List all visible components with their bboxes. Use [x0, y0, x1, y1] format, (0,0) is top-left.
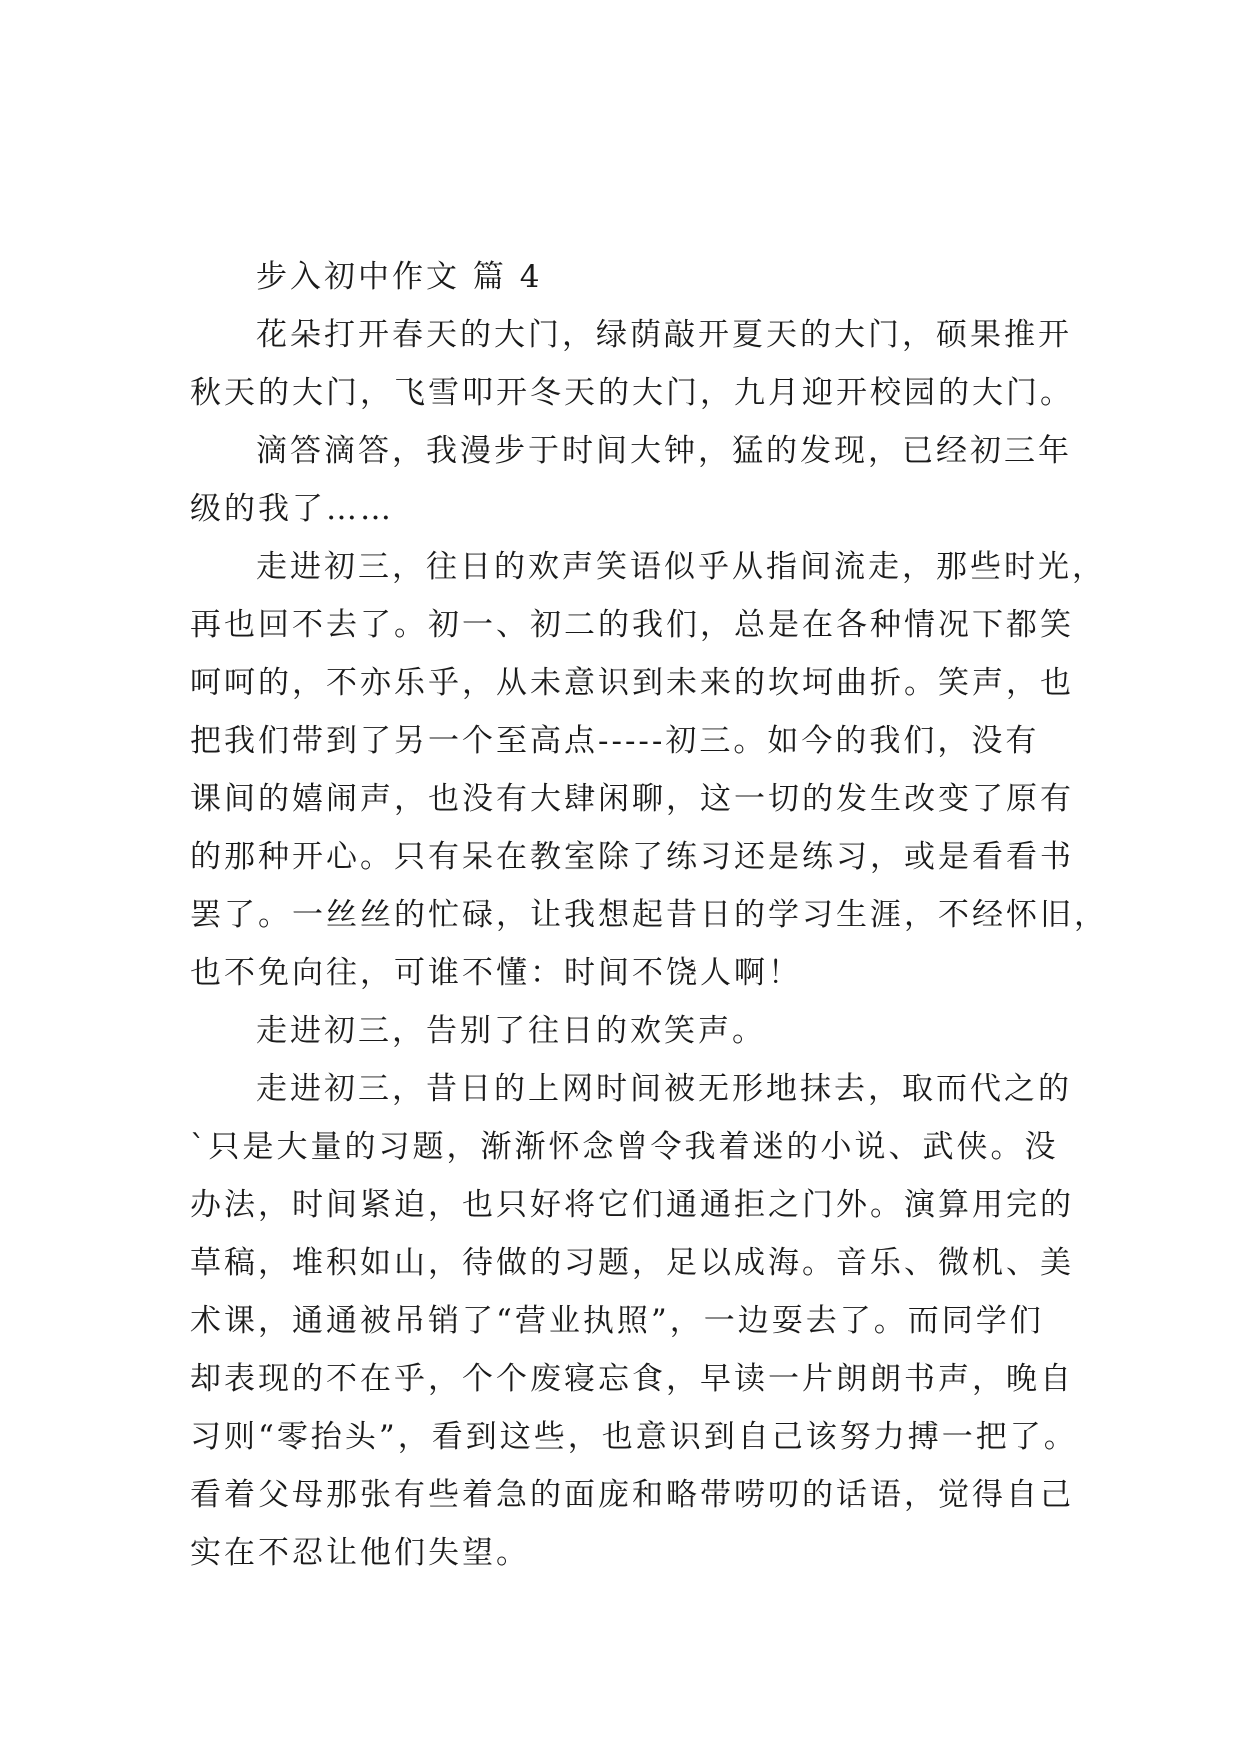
- paragraph-3: [190, 538, 1108, 1002]
- paragraph-line: 级的我了……: [190, 491, 394, 527]
- paragraph-5: [190, 1060, 1078, 1582]
- paragraph-line: 走进初三，昔日的上网时间被无形地抹去，取而代之的: [256, 1071, 1072, 1107]
- paragraph-line: 花朵打开春天的大门，绿荫敲开夏天的大门，硕果推开: [256, 317, 1072, 353]
- paragraph-line: 再也回不去了。初一、初二的我们，总是在各种情况下都笑: [190, 607, 1074, 643]
- paragraph-line: 实在不忍让他们失望。: [190, 1535, 530, 1571]
- paragraph-line: 草稿，堆积如山，待做的习题，足以成海。音乐、微机、美: [190, 1245, 1074, 1281]
- paragraph-line: 呵呵的，不亦乐乎，从未意识到未来的坎坷曲折。笑声，也: [190, 665, 1074, 701]
- essay-body: [190, 248, 1108, 1582]
- paragraph-line: 走进初三，告别了往日的欢笑声。: [256, 1013, 766, 1049]
- essay-title: 步入初中作文 篇 4: [256, 259, 543, 295]
- paragraph-line: 办法，时间紧迫，也只好将它们通通拒之门外。演算用完的: [190, 1187, 1074, 1223]
- paragraph-line: 看着父母那张有些着急的面庞和略带唠叨的话语，觉得自己: [190, 1477, 1074, 1513]
- paragraph-line: 课间的嬉闹声，也没有大肆闲聊，这一切的发生改变了原有: [190, 781, 1074, 817]
- paragraph-4: [190, 1002, 1070, 1060]
- paragraph-line: 的那种开心。只有呆在教室除了练习还是练习，或是看看书: [190, 839, 1074, 875]
- paragraph-line: 把我们带到了另一个至高点-----初三。如今的我们，没有: [190, 723, 1040, 759]
- paragraph-line: 却表现的不在乎，个个废寝忘食，早读一片朗朗书声，晚自: [190, 1361, 1074, 1397]
- paragraph-line: `只是大量的习题，渐渐怀念曾令我着迷的小说、武侠。没: [190, 1129, 1059, 1165]
- paragraph-2: [190, 422, 1070, 538]
- paragraph-line: 滴答滴答，我漫步于时间大钟，猛的发现，已经初三年: [256, 433, 1072, 469]
- paragraph-line: 走进初三，往日的欢声笑语似乎从指间流走，那些时光，: [256, 549, 1106, 585]
- paragraph-line: 也不免向往，可谁不懂：时间不饶人啊！: [190, 955, 802, 991]
- paragraph-1: [190, 306, 1074, 422]
- paragraph-line: 罢了。一丝丝的忙碌，让我想起昔日的学习生涯，不经怀旧，: [190, 897, 1108, 933]
- paragraph-line: 秋天的大门，飞雪叩开冬天的大门，九月迎开校园的大门。: [190, 375, 1074, 411]
- paragraph-line: 习则“零抬头”，看到这些，也意识到自己该努力搏一把了。: [190, 1419, 1078, 1455]
- paragraph-line: 术课，通通被吊销了“营业执照”，一边耍去了。而同学们: [190, 1303, 1044, 1339]
